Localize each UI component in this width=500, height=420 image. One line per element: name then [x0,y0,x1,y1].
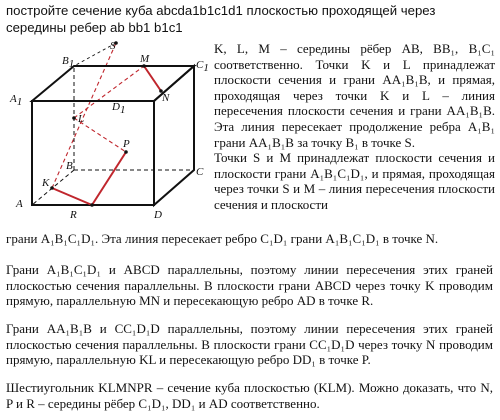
label-B: B [66,160,73,172]
section-MN [144,66,161,91]
label-A: A [16,198,23,210]
cube-figure [4,38,210,224]
section-line-LM [74,66,144,118]
section-PR [92,152,126,205]
cube-diagram [4,38,210,224]
label-P: P [123,138,130,150]
explanation-side-column [214,41,495,213]
section-KR [52,188,92,205]
label-D1: D1 [112,101,126,116]
paragraph-4: Грани AA₁B₁B и CC₁D₁D параллельны, поэтому линии пересечения этих граней плоскостью сечения параллельны. В плоскости грани CC₁D₁D через точку N проводим прямую, параллельную KL и пересекающую ребро DD₁ в точке P. [6,321,493,368]
point-K [50,186,54,190]
label-M: M [140,53,150,65]
label-C: C [196,166,204,178]
label-N: N [162,92,170,104]
label-A1: A1 [10,93,23,108]
point-P [124,150,128,154]
paragraph-3: Грани A₁B₁C₁D₁ и ABCD параллельны, поэтому линии пересечения этих граней плоскостью сечения параллельны. В плоскости грани ABCD через точку K проводим прямую, параллельную MN и пересекающую ребро AD в точке R. [6,262,493,309]
label-L: L [78,113,85,125]
point-R [90,203,94,207]
label-S: S [110,40,116,52]
label-K: K [42,177,50,189]
label-R: R [70,209,77,221]
paragraph-2a: Точки S и M принадлежат плоскости сечения и плоскости грани A₁B₁C₁D₁, и прямая, проходящая через точки S и M – линия пересечения плоскости сечения и плоскости [214,150,495,212]
paragraph-5: Шестиугольник KLMNPR – сечение куба плоскостью (KLM). Можно доказать, что N, P и R – середины рёбер C₁D₁, DD₁ и AD соответственно. [6,380,493,411]
paragraph-2b: грани A₁B₁C₁D₁. Эта линия пересекает ребро C₁D₁ грани A₁B₁C₁D₁ в точке N. [6,231,439,246]
cube-right-face [154,66,194,205]
paragraph-1: K, L, M – середины рёбер AB, BB₁, B₁C₁ соответственно. Точки K и L принадлежат плоскости сечения и грани AA₁B₁B, и прямая, проходящая через точки K и L – линия пересечения плоскости сечения и грани AA₁B₁B. Эта линия пересекает продолжение ребра A₁B₁ грани AA₁B₁B за точку B₁ в точке S. [214,41,495,150]
label-B1: B1 [62,55,75,70]
question-text: постройте сечение куба abcda1b1c1d1 плоскостью проходящей через середины ребер ab bb1 b1c1 [6,3,436,35]
label-D: D [154,209,162,221]
point-L [72,116,76,120]
label-C1: C1 [196,59,209,74]
cube-top-face [32,66,194,101]
